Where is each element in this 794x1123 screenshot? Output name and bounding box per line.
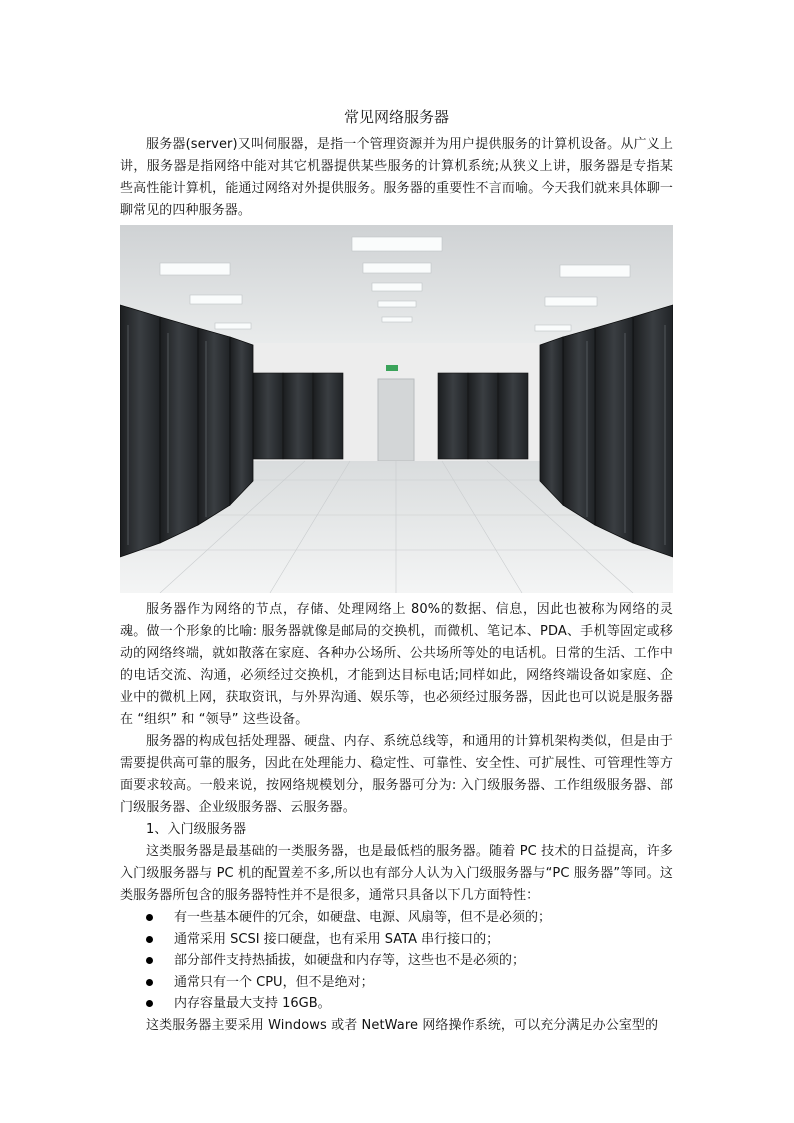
paragraph-composition: 服务器的构成包括处理器、硬盘、内存、系统总线等，和通用的计算机架构类似，但是由于需要提供高可靠的服务，因此在处理能力、稳定性、可靠性、安全性、可扩展性、可管理性等方面要求较高。一般来说，按网络规模划分，服务器可分为: 入门级服务器、工作组级服务器、部门级服务器、企业级服务器、云服务器。	[120, 734, 673, 815]
list-item: 内存容量最大支持 16GB。	[120, 993, 673, 1015]
paragraph-os: 这类服务器主要采用 Windows 或者 NetWare 网络操作系统，可以充分满足办公室型的	[146, 1017, 659, 1033]
section-heading-entry-level: 1、入门级服务器	[146, 822, 247, 837]
document-page	[120, 102, 673, 1037]
document-title: 常见网络服务器	[343, 108, 449, 126]
bullet-icon	[146, 914, 153, 921]
paragraph-entry-level: 这类服务器是最基础的一类服务器，也是最低档的服务器。随着 PC 技术的日益提高，许多入门级服务器与 PC 机的配置差不多,所以也有部分人认为入门级服务器与“PC 服务器”等同。这类服务器所包含的服务器特性并不是很多，通常只具备以下几方面特性：	[120, 844, 673, 903]
server-room-photo	[120, 225, 673, 593]
list-item: 通常只有一个 CPU，但不是绝对；	[120, 972, 673, 994]
bullet-icon	[146, 936, 153, 943]
list-item: 部分部件支持热插拔，如硬盘和内存等，这些也不是必须的；	[120, 950, 673, 972]
bullet-icon	[146, 1000, 153, 1007]
feature-bullet-list	[120, 907, 673, 1015]
bullet-icon	[146, 957, 153, 964]
bullet-icon	[146, 979, 153, 986]
intro-paragraph: 服务器(server)又叫伺服器，是指一个管理资源并为用户提供服务的计算机设备。从广义上讲，服务器是指网络中能对其它机器提供某些服务的计算机系统;从狭义上讲，服务器是专指某些高性能计算机，能通过网络对外提供服务。服务器的重要性不言而喻。今天我们就来具体聊一聊常见的四种服务器。	[120, 137, 673, 218]
paragraph-node: 服务器作为网络的节点，存储、处理网络上 80%的数据、信息，因此也被称为网络的灵魂。做一个形象的比喻: 服务器就像是邮局的交换机，而微机、笔记本、PDA、手机等固定或移动的网络终端，就如散落在家庭、各种办公场所、公共场所等处的电话机。日常的生活、工作中的电话交流、沟通，必须经过交换机，才能到达目标电话;同样如此，网络终端设备如家庭、企业中的微机上网，获取资讯，与外界沟通、娱乐等，也必须经过服务器，因此也可以说是服务器在 “组织” 和 “领导” 这些设备。	[120, 602, 673, 727]
list-item: 通常采用 SCSI 接口硬盘，也有采用 SATA 串行接口的；	[120, 929, 673, 951]
list-item: 有一些基本硬件的冗余，如硬盘、电源、风扇等，但不是必须的；	[120, 907, 673, 929]
